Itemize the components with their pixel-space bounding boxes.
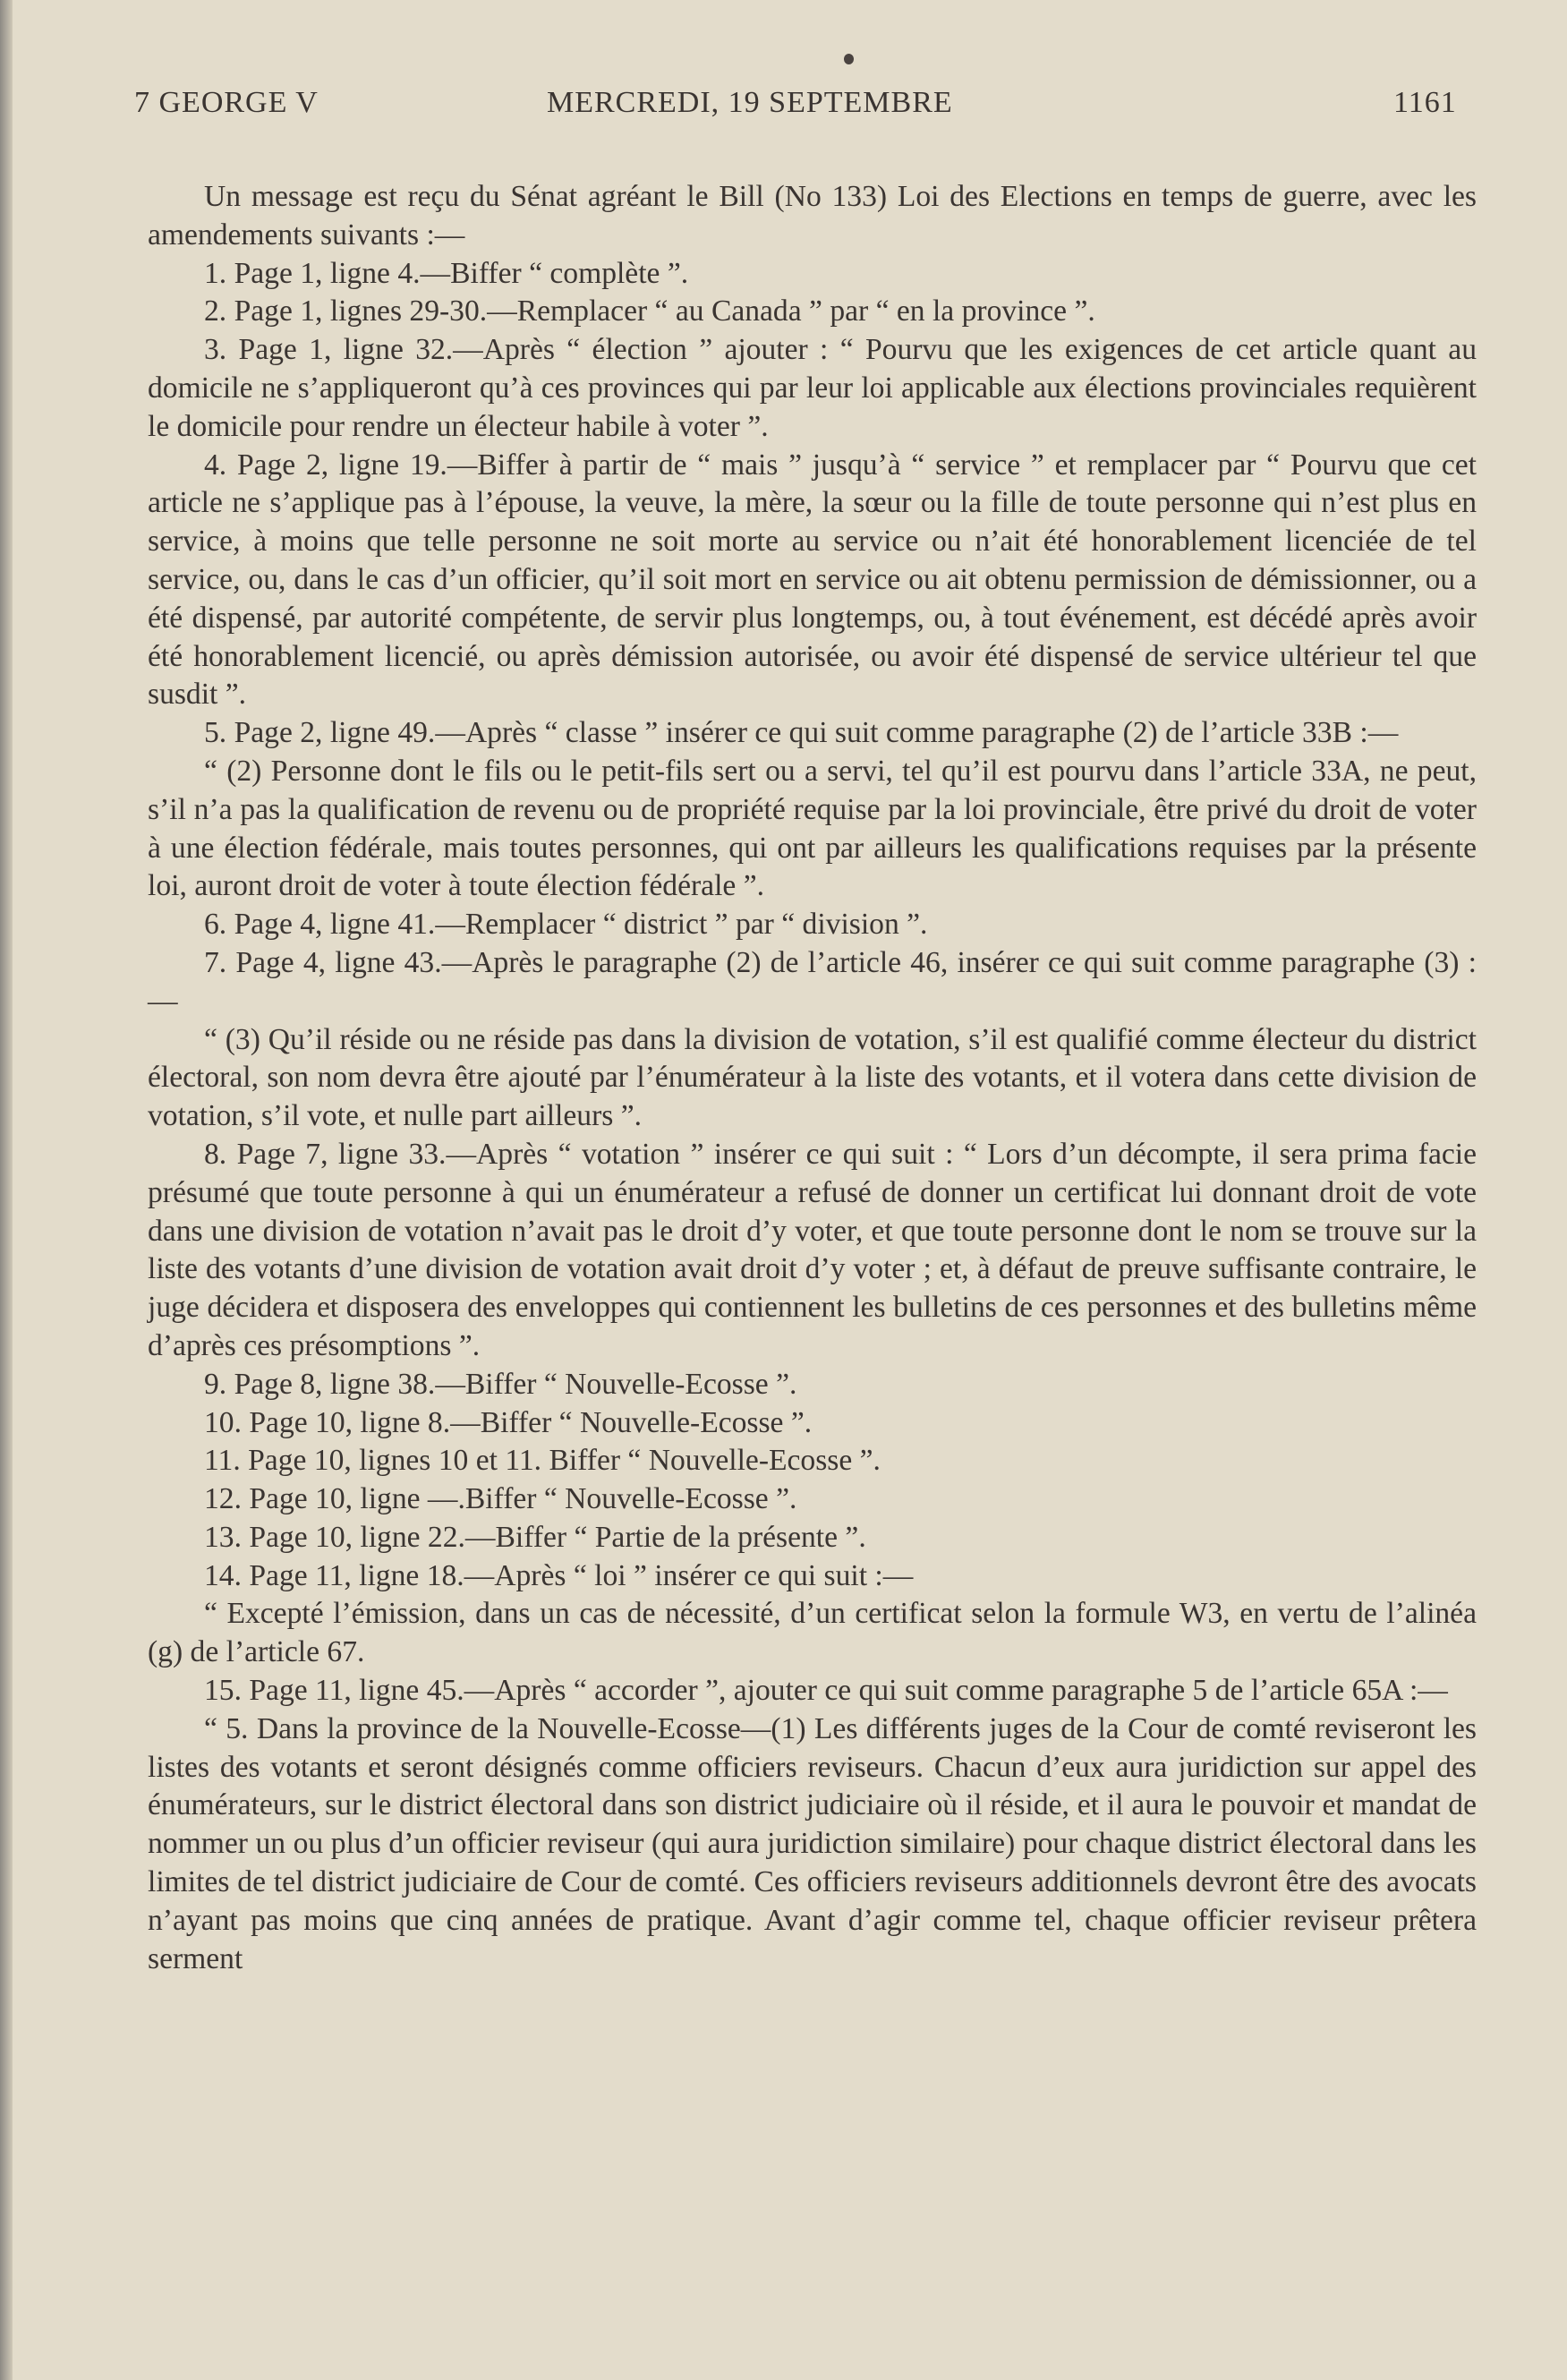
journal-body (148, 178, 1477, 1978)
quoted-paragraph-2: “ (2) Personne dont le fils ou le petit-fils sert ou a servi, tel qu’il est pourvu dans l’article 33A, ne peut, s’il n’a pas la qualification de revenu ou de propriété requise par la loi provinciale, être privé du droit de voter à une élection fédérale, mais toutes personnes, qui ont par ailleurs les qualifications requises par la présente loi, auront droit de voter à toute élection fédérale ”. (148, 754, 1477, 903)
quoted-paragraph-3: “ (3) Qu’il réside ou ne réside pas dans la division de votation, s’il est qualifié comme électeur du district électoral, son nom devra être ajouté par l’énumérateur à la liste des votants, et il votera dans cette division de votation, s’il vote, et nulle part ailleurs ”. (148, 1022, 1477, 1133)
amendment-1: 1. Page 1, ligne 4.—Biffer “ complète ”. (204, 256, 689, 290)
amendment-11: 11. Page 10, lignes 10 et 11. Biffer “ Nouvelle-Ecosse ”. (204, 1444, 881, 1478)
amendment-12: 12. Page 10, ligne —.Biffer “ Nouvelle-Ecosse ”. (204, 1482, 797, 1516)
amendment-14: 14. Page 11, ligne 18.—Après “ loi ” insérer ce qui suit :— (204, 1558, 914, 1592)
amendment-9: 9. Page 8, ligne 38.—Biffer “ Nouvelle-Ecosse ”. (204, 1367, 797, 1401)
amendment-3: 3. Page 1, ligne 32.—Après “ élection ” ajouter : “ Pourvu que les exigences de cet article quant au domicile ne s’appliqueront qu’à ces provinces qui par leur loi applicable aux élections provinciales requièrent le domicile pour rendre un électeur habile à voter ”. (148, 333, 1477, 443)
amendment-10: 10. Page 10, ligne 8.—Biffer “ Nouvelle-Ecosse ”. (204, 1405, 813, 1439)
amendment-6: 6. Page 4, ligne 41.—Remplacer “ district ” par “ division ”. (204, 908, 928, 942)
ink-dot (844, 54, 854, 64)
quoted-paragraph-5: “ 5. Dans la province de la Nouvelle-Ecosse—(1) Les différents juges de la Cour de comté reviseront les listes des votants et seront désignés comme officiers reviseurs. Chacun d’eux aura juridiction sur appel des énumérateurs, sur le district électoral dans son district judiciaire où il réside, et il aura le pouvoir et mandat de nommer un ou plus d’un officier reviseur (qui aura juridiction similaire) pour chaque district électoral dans les limites de tel district judiciaire de Cour de comté. Ces officiers reviseurs additionnels devront être des avocats n’ayant pas moins que cinq années de pratique. Avant d’agir comme tel, chaque officier reviseur prêtera serment (148, 1711, 1477, 1975)
amendment-5: 5. Page 2, ligne 49.—Après “ classe ” insérer ce qui suit comme paragraphe (2) de l’article 33B :— (204, 716, 1399, 750)
header-date: MERCREDI, 19 SEPTEMBRE (547, 86, 953, 119)
amendment-15: 15. Page 11, ligne 45.—Après “ accorder ”, ajouter ce qui suit comme paragraphe 5 de l’article 65A :— (204, 1674, 1448, 1708)
running-header (0, 86, 1567, 131)
page-number: 1161 (1393, 86, 1457, 119)
header-regnal-year: 7 GEORGE V (134, 86, 319, 119)
amendment-2: 2. Page 1, lignes 29-30.—Remplacer “ au Canada ” par “ en la province ”. (204, 294, 1095, 328)
amendment-4: 4. Page 2, ligne 19.—Biffer à partir de “ mais ” jusqu’à “ service ” et remplacer par “ Pourvu que cet article ne s’applique pas à l’épouse, la veuve, la mère, la sœur ou la fille de toute personne qui n’est plus en service, à moins que telle personne ne soit morte au service ou n’ait été honorablement licenciée de tel service, ou, dans le cas d’un officier, qu’il soit mort en service ou ait obtenu permission de démissionner, ou a été dispensé, par autorité compétente, de servir plus longtemps, ou, à tout événement, est décédé après avoir été honorablement licencié, ou après démission autorisée, ou avoir été dispensé de service ultérieur tel que susdit ”. (148, 448, 1477, 712)
amendment-13: 13. Page 10, ligne 22.—Biffer “ Partie de la présente ”. (204, 1520, 866, 1554)
quoted-exception: “ Excepté l’émission, dans un cas de nécessité, d’un certificat selon la formule W3, en vertu de l’alinéa (g) de l’article 67. (148, 1597, 1477, 1669)
amendment-8: 8. Page 7, ligne 33.—Après “ votation ” insérer ce qui suit : “ Lors d’un décompte, il sera prima facie présumé que toute personne à qui un énumérateur a refusé de donner un certificat lui donnant droit de vote dans une division de votation n’avait pas le droit d’y voter, et que toute personne dont le nom se trouve sur la liste des votants d’une division de votation avait droit d’y voter ; et, à défaut de preuve suffisante contraire, le juge décidera et disposera des enveloppes qui contiennent les bulletins de ces personnes et des bulletins même d’après ces présomptions ”. (148, 1137, 1477, 1362)
intro-paragraph: Un message est reçu du Sénat agréant le Bill (No 133) Loi des Elections en temps de guerre, avec les amendements suivants :— (148, 180, 1477, 252)
amendment-7: 7. Page 4, ligne 43.—Après le paragraphe (2) de l’article 46, insérer ce qui suit comme paragraphe (3) :— (148, 945, 1477, 1018)
